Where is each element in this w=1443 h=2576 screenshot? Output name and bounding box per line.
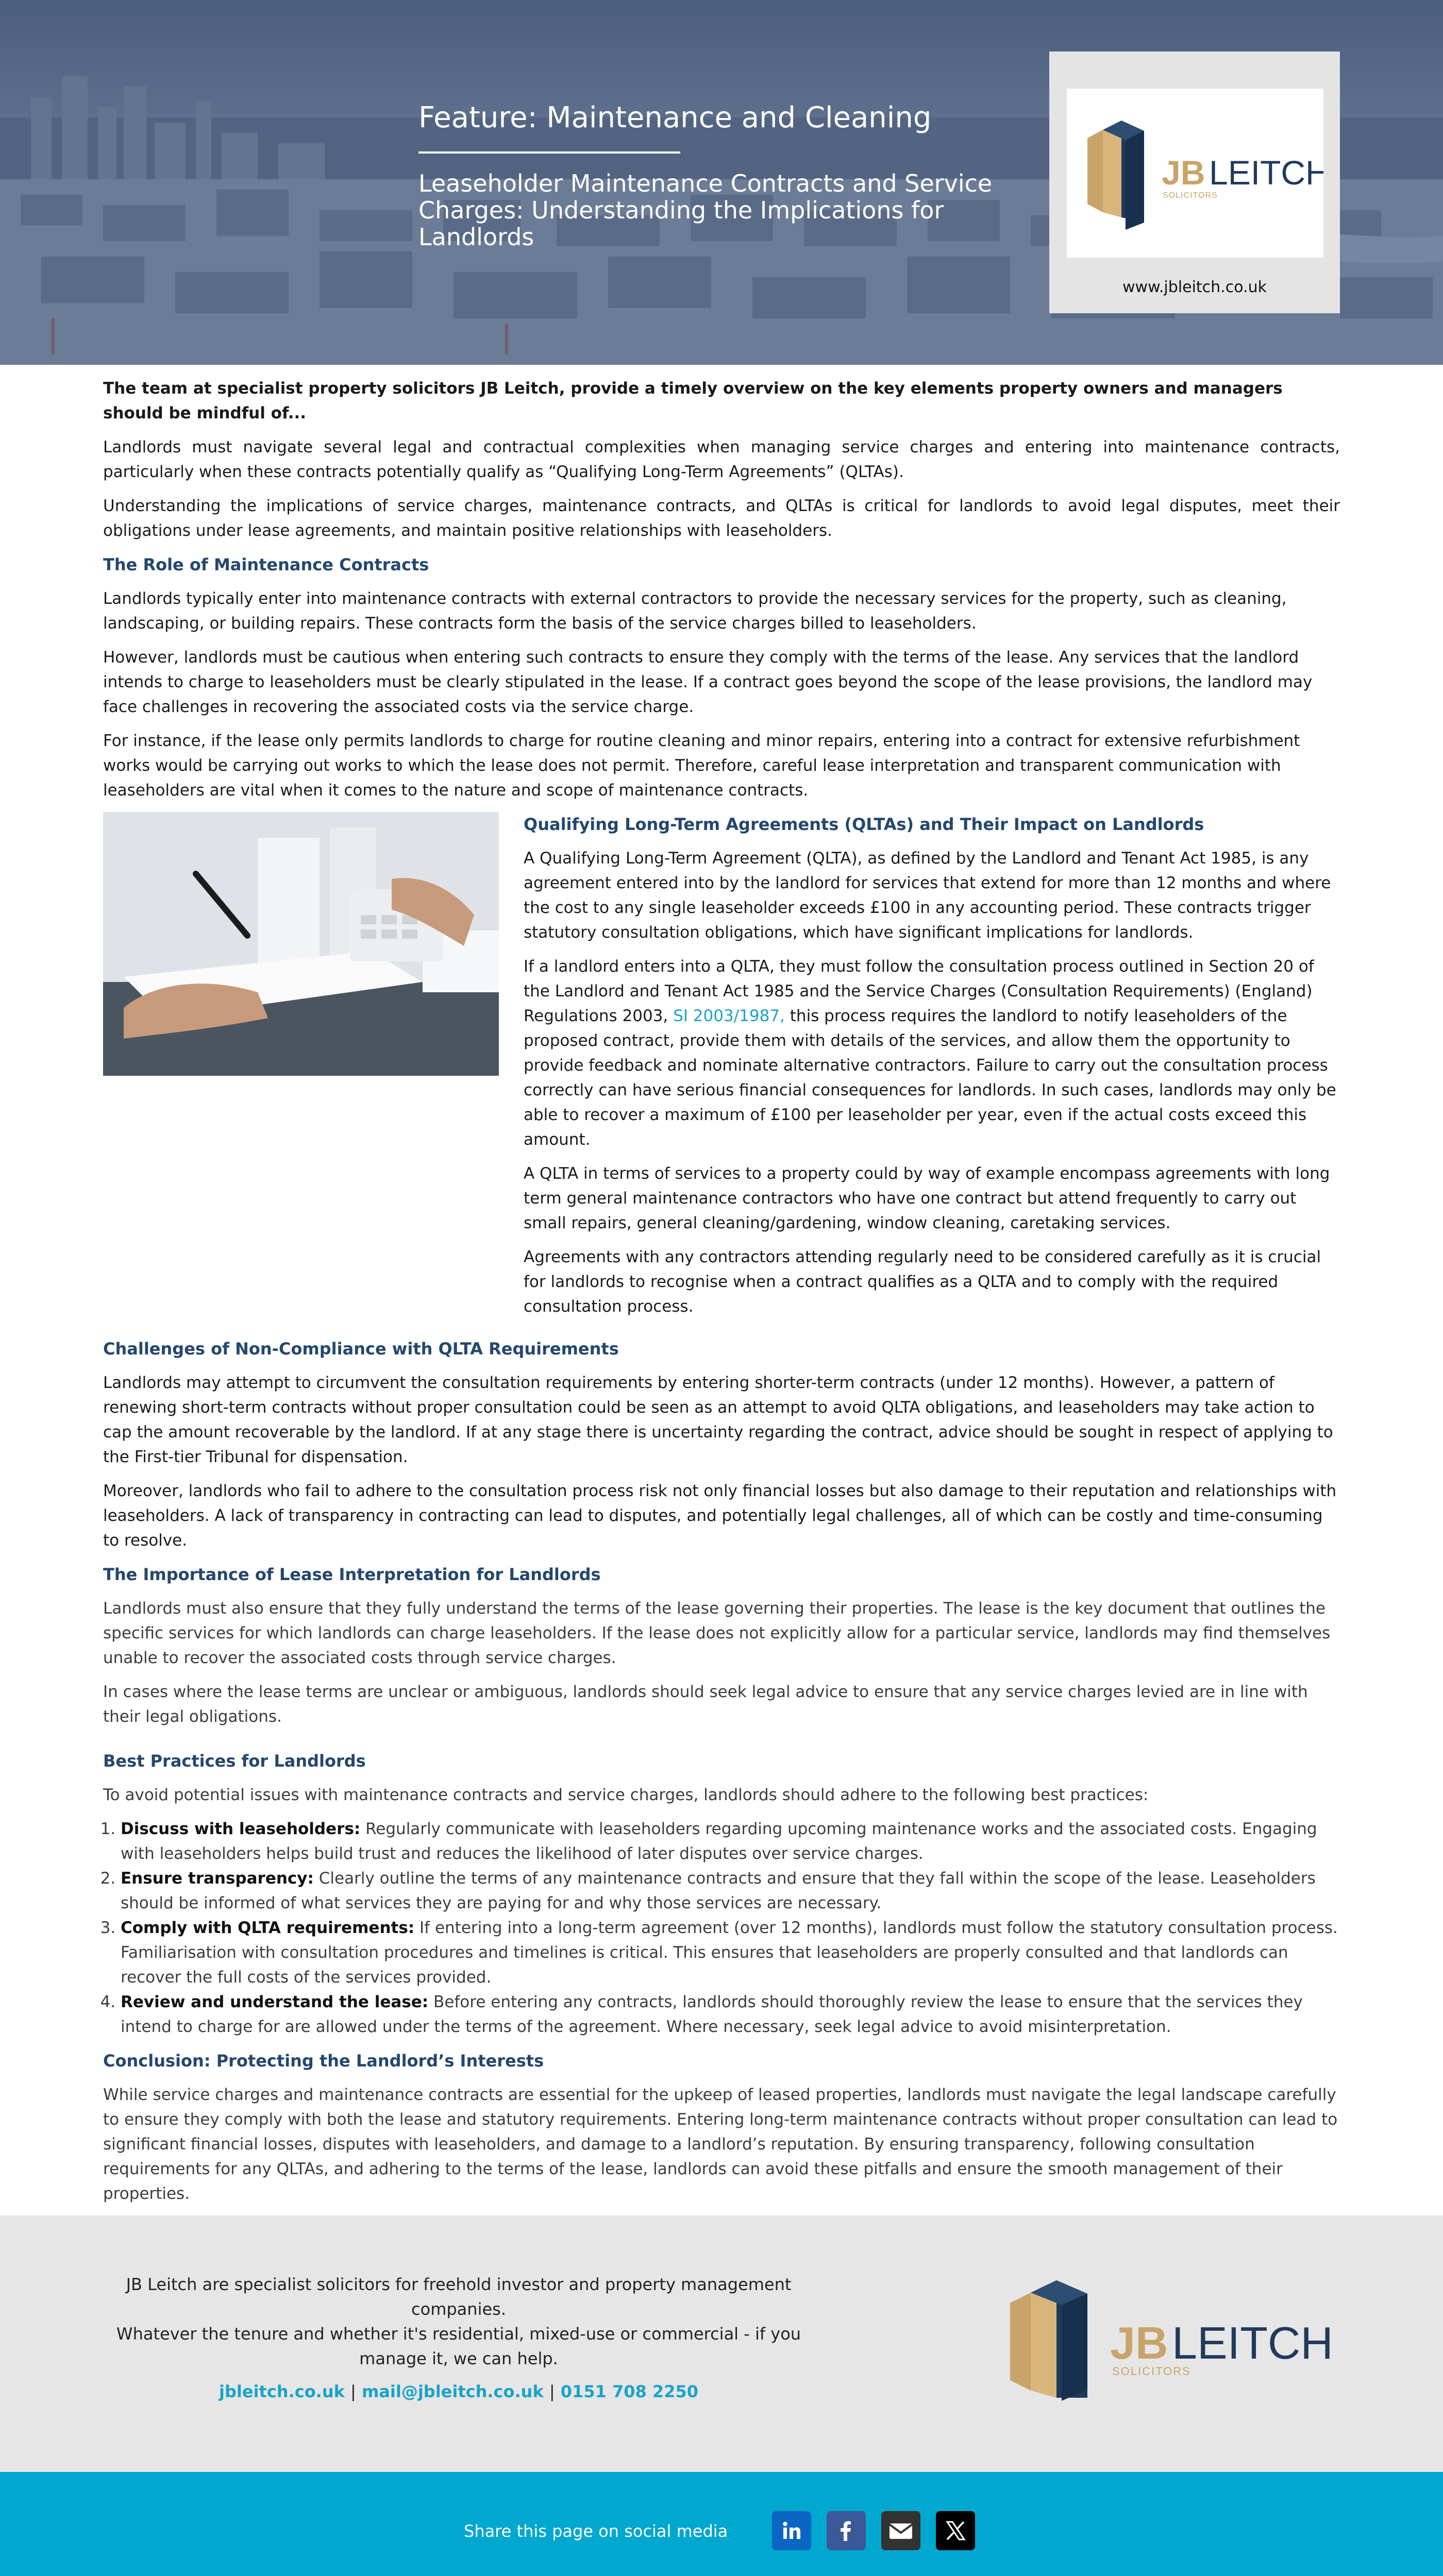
svg-text:LEITCH: LEITCH bbox=[1209, 154, 1323, 192]
x-share-button[interactable] bbox=[936, 2511, 975, 2550]
company-description: JB Leitch are specialist solicitors for freehold investor and property management companies. bbox=[126, 2275, 792, 2319]
role-paragraph-2: However, landlords must be cautious when entering such contracts to ensure they comply with the terms of the lease. Any services that the landlord intends to charge to leaseholders must be clearly stipulated in the lease. If a contract goes beyond the scope of the lease provisions, the landlord may face challenges in recovering the associated costs via the service charge. bbox=[103, 648, 1313, 716]
lease-paragraph-2: In cases where the lease terms are unclear or ambiguous, landlords should seek legal advice to ensure that any service charges levied are in line with their legal obligations. bbox=[103, 1683, 1308, 1726]
lease-paragraph-1: Landlords must also ensure that they fully understand the terms of the lease governing their properties. The lease is the key document that outlines the specific services for which landlords can charge leaseholders. If the lease does not explicitly allow for a particular service, landlords may find themselves unable to recover the associated costs through service charges. bbox=[103, 1599, 1331, 1667]
list-item bbox=[121, 1817, 1340, 1866]
contract-signing-illustration bbox=[103, 812, 499, 1076]
email-icon bbox=[888, 2520, 913, 2541]
logo-card[interactable] bbox=[1049, 52, 1340, 313]
section-heading-conclusion: Conclusion: Protecting the Landlord’s Interests bbox=[103, 2051, 544, 2071]
link-separator: | bbox=[549, 2382, 555, 2401]
svg-text:SOLICITORS: SOLICITORS bbox=[1112, 2365, 1191, 2378]
list-item-text: Clearly outline the terms of any maintenance contracts and ensure that they fall within the scope of the lease. Leaseholders should be informed of what services they are paying for and why those services are necessary. bbox=[121, 1869, 1316, 1912]
section-heading-role: The Role of Maintenance Contracts bbox=[103, 555, 429, 574]
list-item-text: Regularly communicate with leaseholders regarding upcoming maintenance works and the associated costs. Engaging with leaseholders helps build trust and reduces the likelihood of later disputes over service charges. bbox=[121, 1820, 1317, 1863]
list-item bbox=[121, 1916, 1340, 1990]
intro-paragraph-2: Understanding the implications of service charges, maintenance contracts, and QLTAs is critical for landlords to avoid legal disputes, meet their obligations under lease agreements, and maintain positive relationships with leaseholders. bbox=[103, 497, 1340, 540]
best-practices-intro: To avoid potential issues with maintenance contracts and service charges, landlords should adhere to the following best practices: bbox=[103, 1786, 1149, 1804]
linkedin-share-button[interactable] bbox=[772, 2511, 811, 2550]
title-divider bbox=[418, 151, 680, 154]
jb-leitch-logo[interactable] bbox=[1067, 89, 1323, 258]
section-heading-qlta: Qualifying Long-Term Agreements (QLTAs) and Their Impact on Landlords bbox=[524, 815, 1204, 834]
facebook-share-button[interactable] bbox=[827, 2511, 866, 2550]
svg-text:SOLICITORS: SOLICITORS bbox=[1163, 191, 1218, 200]
list-item-title: Review and understand the lease: bbox=[121, 1993, 429, 2011]
list-item-title: Discuss with leaseholders: bbox=[121, 1820, 361, 1838]
page-subtitle: Leaseholder Maintenance Contracts and Service Charges: Understanding the Implications for Landlords bbox=[418, 170, 993, 251]
list-item bbox=[121, 1990, 1340, 2039]
svg-text:LEITCH: LEITCH bbox=[1172, 2317, 1333, 2368]
contact-info bbox=[103, 2272, 814, 2404]
company-tagline: Whatever the tenure and whether it's residential, mixed-use or commercial - if you manage it, we can help. bbox=[116, 2324, 801, 2368]
list-item-title: Comply with QLTA requirements: bbox=[121, 1919, 415, 1937]
share-footer bbox=[0, 2472, 1443, 2576]
page-title: Feature: Maintenance and Cleaning bbox=[418, 101, 932, 134]
section-heading-challenges: Challenges of Non-Compliance with QLTA Requirements bbox=[103, 1339, 619, 1359]
link-separator: | bbox=[350, 2382, 356, 2401]
qlta-paragraph-3: A QLTA in terms of services to a property could by way of example encompass agreements with long term general maintenance contractors who have one contract but attend frequently to carry out small repairs, general cleaning/gardening, window cleaning, caretaking services. bbox=[524, 1164, 1330, 1232]
phone-link[interactable]: 0151 708 2250 bbox=[560, 2382, 698, 2401]
list-item-text: Before entering any contracts, landlords should thoroughly review the lease to ensure that the services they intend to charge for are allowed under the terms of the agreement. Where necessary, seek legal advice to avoid misinterpretation. bbox=[121, 1993, 1303, 2036]
list-item-title: Ensure transparency: bbox=[121, 1869, 314, 1888]
qlta-paragraph-1: A Qualifying Long-Term Agreement (QLTA), as defined by the Landlord and Tenant Act 1985, is any agreement entered into by the landlord for services that extend for more than 12 months and where the cost to any single leaseholder exceeds £100 in any accounting period. These contracts trigger statutory consultation obligations, which have significant implications for landlords. bbox=[524, 849, 1331, 942]
hero-banner bbox=[0, 0, 1443, 365]
list-item-text: If entering into a long-term agreement (over 12 months), landlords must follow the statutory consultation process. Familiarisation with consultation procedures and timelines is critical. This ensures that leaseholders are properly consulted and that landlords can recover the full costs of the services provided. bbox=[121, 1919, 1338, 1987]
x-icon bbox=[944, 2519, 967, 2542]
facebook-icon bbox=[835, 2519, 858, 2542]
contact-links bbox=[103, 2379, 814, 2404]
best-practices-list bbox=[121, 1817, 1340, 2039]
qlta-paragraph-2-start: If a landlord enters into a QLTA, they must follow the consultation process outlined in Section 20 of the Landlord and Tenant Act 1985 and the Service Charges (Consultation Requirements) (England) Regulations 2003, bbox=[524, 957, 1314, 1025]
role-paragraph-1: Landlords typically enter into maintenance contracts with external contractors to provide the necessary services for the property, such as cleaning, landscaping, or building repairs. These contracts form the basis of the service charges billed to leaseholders. bbox=[103, 589, 1287, 633]
contact-footer bbox=[0, 2215, 1443, 2472]
si-regulation-link[interactable]: SI 2003/1987, bbox=[673, 1007, 785, 1025]
role-paragraph-3: For instance, if the lease only permits landlords to charge for routine cleaning and minor repairs, entering into a contract for extensive refurbishment works would be carrying out works to which the lease does not permit. Therefore, careful lease interpretation and transparent communication with leaseholders are vital when it comes to the nature and scope of maintenance contracts. bbox=[103, 732, 1300, 800]
qlta-paragraph-2-end: this process requires the landlord to notify leaseholders of the proposed contract, provide them with details of the services, and allow them the opportunity to provide feedback and nominate alternative contractors. Failure to carry out the consultation process correctly can have serious financial consequences for landlords. In such cases, landlords may only be able to recover a maximum of £100 per leaseholder per year, even if the actual costs exceed this amount. bbox=[524, 1007, 1336, 1149]
article-body bbox=[103, 376, 1340, 2249]
qlta-paragraph-4: Agreements with any contractors attending regularly need to be considered carefully as it is crucial for landlords to recognise when a contract qualifies as a QLTA and to comply with the required consultation process. bbox=[524, 1248, 1321, 1316]
conclusion-paragraph: While service charges and maintenance contracts are essential for the upkeep of leased properties, landlords must navigate the legal landscape carefully to ensure they comply with both the lease and statutory requirements. Entering long-term maintenance contracts without proper consultation can lead to significant financial losses, disputes with leaseholders, and damage to a landlord’s reputation. By ensuring transparency, following consultation requirements for any QLTAs, and adhering to the terms of the lease, landlords can avoid these pitfalls and ensure the smooth management of their properties. bbox=[103, 2086, 1338, 2203]
contract-signing-image bbox=[103, 812, 499, 1076]
intro-paragraph-1: Landlords must navigate several legal and contractual complexities when managing service charges and entering into maintenance contracts, particularly when these contracts potentially qualify as “Qualifying Long-Term Agreements” (QLTAs). bbox=[103, 438, 1340, 481]
challenges-paragraph-1: Landlords may attempt to circumvent the consultation requirements by entering shorter-term contracts (under 12 months). However, a pattern of renewing short-term contracts without proper consultation could be seen as an attempt to avoid QLTA obligations, and leaseholders may take action to cap the amount recoverable by the landlord. If at any stage there is uncertainty regarding the contract, advice should be sought in respect of applying to the First-tier Tribunal for dispensation. bbox=[103, 1374, 1333, 1466]
lead-paragraph: The team at specialist property solicitors JB Leitch, provide a timely overview on the key elements property owners and managers should be mindful of... bbox=[103, 379, 1283, 422]
jb-leitch-logo-icon bbox=[1067, 89, 1323, 258]
svg-text:JB: JB bbox=[1110, 2317, 1168, 2368]
section-heading-best-practices: Best Practices for Landlords bbox=[103, 1751, 366, 1771]
list-item bbox=[121, 1866, 1340, 1916]
share-label: Share this page on social media bbox=[464, 2521, 728, 2541]
section-heading-lease: The Importance of Lease Interpretation for Landlords bbox=[103, 1565, 601, 1584]
challenges-paragraph-2: Moreover, landlords who fail to adhere to the consultation process risk not only financial losses but also damage to their reputation and relationships with leaseholders. A lack of transparency in contracting can lead to disputes, and potentially legal challenges, all of which can be costly and time-consuming to resolve. bbox=[103, 1482, 1337, 1550]
website-link[interactable]: jbleitch.co.uk bbox=[219, 2382, 345, 2401]
qlta-section bbox=[103, 812, 1340, 1328]
website-url[interactable]: www.jbleitch.co.uk bbox=[1122, 278, 1267, 296]
qlta-text bbox=[524, 812, 1340, 1328]
svg-text:JB: JB bbox=[1162, 154, 1205, 192]
email-share-button[interactable] bbox=[881, 2511, 920, 2550]
linkedin-icon bbox=[780, 2519, 803, 2542]
email-link[interactable]: mail@jbleitch.co.uk bbox=[361, 2382, 544, 2401]
footer-logo[interactable] bbox=[1000, 2272, 1340, 2401]
qlta-paragraph-2 bbox=[524, 954, 1340, 1152]
